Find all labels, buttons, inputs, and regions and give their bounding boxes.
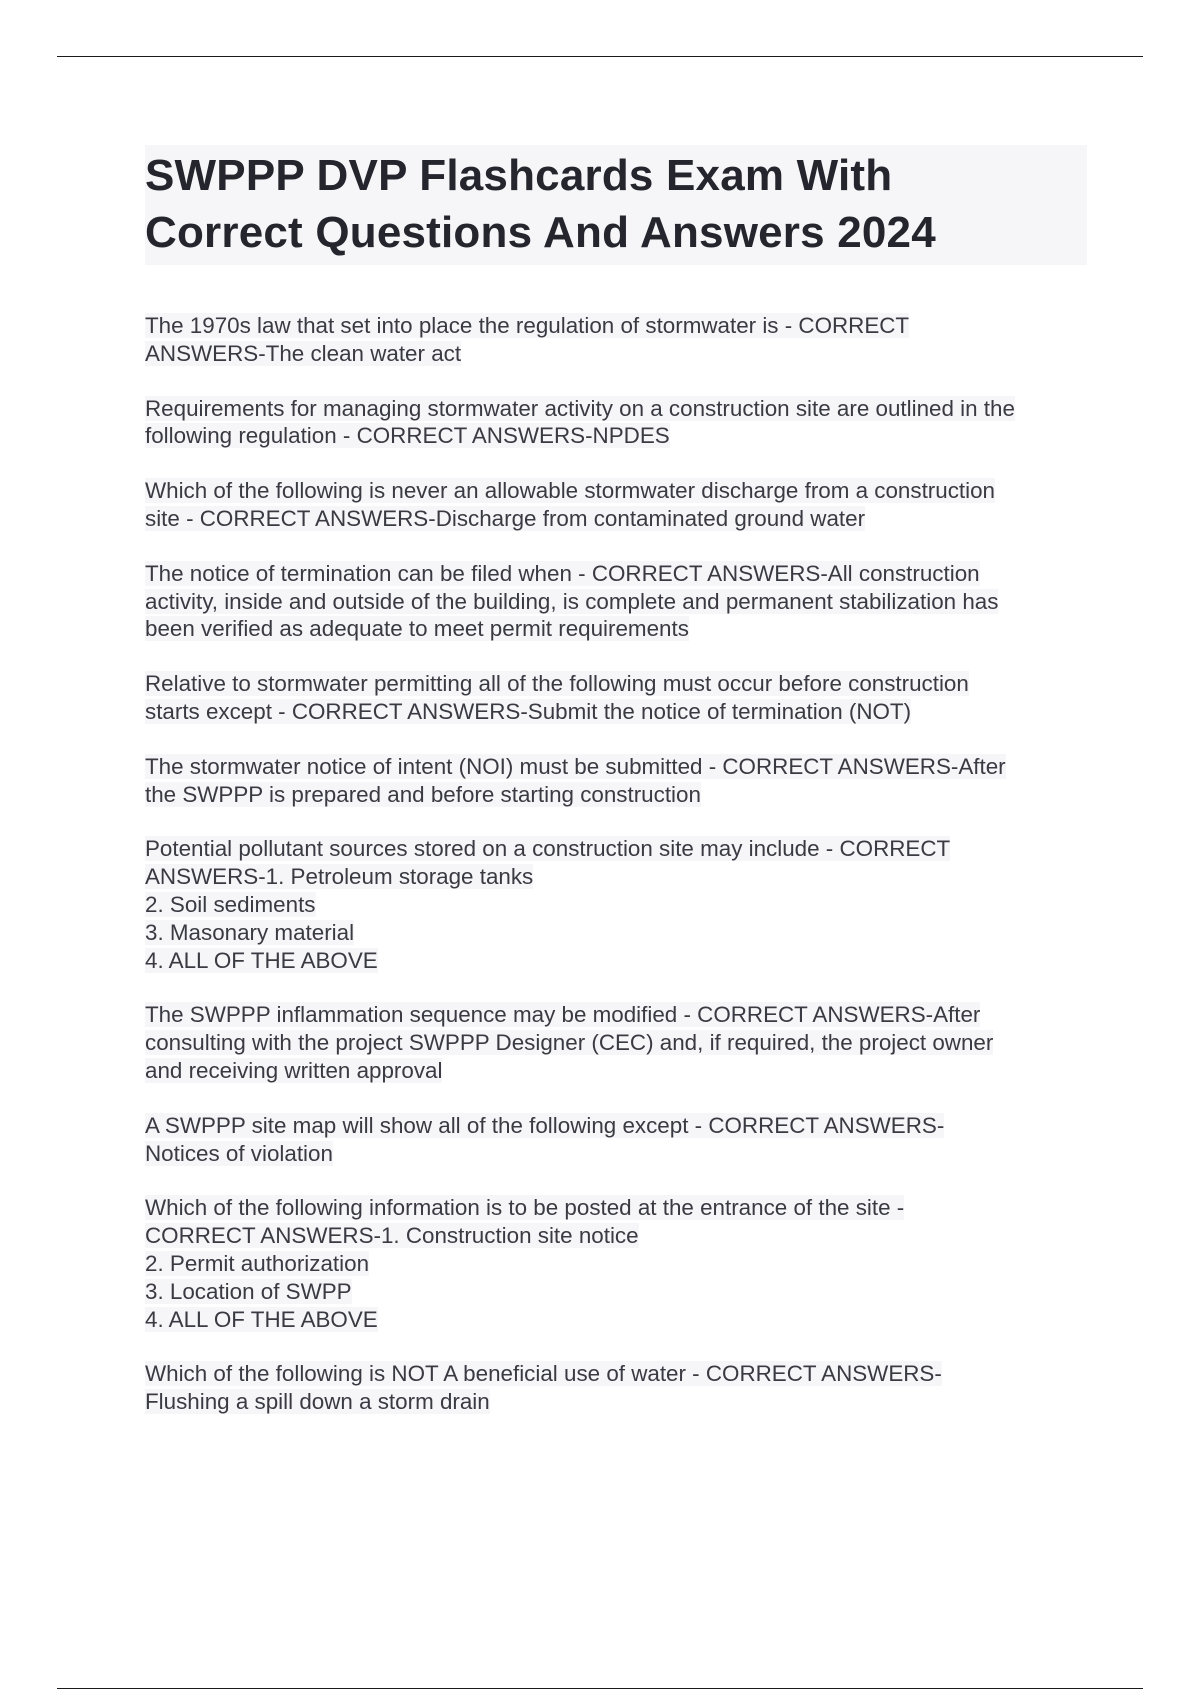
flashcard-line — [145, 1057, 1095, 1085]
flashcard-line-text: 4. ALL OF THE ABOVE — [145, 947, 378, 973]
flashcard-line-text: A SWPPP site map will show all of the following except - CORRECT ANSWERS- — [145, 1112, 945, 1138]
flashcard-line — [145, 1360, 1095, 1388]
flashcard-line — [145, 560, 1095, 588]
flashcard-line-text: been verified as adequate to meet permit requirements — [145, 616, 689, 642]
flashcard-line-text: starts except - CORRECT ANSWERS-Submit the notice of termination (NOT) — [145, 698, 912, 724]
flashcard-item — [145, 753, 1095, 809]
flashcard-line — [145, 1388, 1095, 1416]
flashcard-line-text: ANSWERS-The clean water act — [145, 340, 462, 366]
flashcard-line — [145, 781, 1095, 809]
flashcard-line-text: The SWPPP inflammation sequence may be modified - CORRECT ANSWERS-After — [145, 1002, 981, 1028]
flashcard-line — [145, 1140, 1095, 1168]
flashcard-line — [145, 1250, 1095, 1278]
flashcard-line-text: The stormwater notice of intent (NOI) must be submitted - CORRECT ANSWERS-After — [145, 753, 1006, 779]
flashcard-line — [145, 477, 1095, 505]
flashcard-line — [145, 588, 1095, 616]
flashcard-line — [145, 312, 1095, 340]
flashcard-item — [145, 1112, 1095, 1168]
top-rule — [57, 56, 1143, 57]
flashcard-item — [145, 670, 1095, 726]
flashcard-item — [145, 1360, 1095, 1416]
flashcard-line — [145, 835, 1095, 863]
flashcard-line — [145, 863, 1095, 891]
flashcard-line — [145, 1029, 1095, 1057]
flashcard-line — [145, 891, 1095, 919]
flashcard-item — [145, 560, 1095, 643]
flashcard-item — [145, 835, 1095, 974]
flashcard-line-text: Which of the following is NOT A beneficial use of water - CORRECT ANSWERS- — [145, 1361, 942, 1387]
flashcard-line — [145, 1222, 1095, 1250]
flashcard-line-text: activity, inside and outside of the building, is complete and permanent stabilization has — [145, 588, 999, 614]
flashcard-line — [145, 919, 1095, 947]
flashcard-line-text: Which of the following information is to be posted at the entrance of the site - — [145, 1195, 905, 1221]
flashcard-line-text: 3. Masonary material — [145, 919, 355, 945]
flashcard-line-text: 3. Location of SWPP — [145, 1278, 352, 1304]
title-line-2: Correct Questions And Answers 2024 — [145, 208, 936, 257]
flashcard-line-text: following regulation - CORRECT ANSWERS-NPDES — [145, 423, 670, 449]
flashcard-line-text: ANSWERS-1. Petroleum storage tanks — [145, 864, 534, 890]
flashcard-line-text: 2. Permit authorization — [145, 1250, 370, 1276]
flashcard-item — [145, 477, 1095, 533]
flashcard-line — [145, 1112, 1095, 1140]
flashcard-line — [145, 422, 1095, 450]
flashcard-line-text: Flushing a spill down a storm drain — [145, 1389, 490, 1415]
flashcard-line — [145, 615, 1095, 643]
flashcard-item — [145, 1001, 1095, 1084]
flashcard-line-text: Which of the following is never an allowable stormwater discharge from a construction — [145, 478, 995, 504]
flashcard-line — [145, 395, 1095, 423]
title-line-1: SWPPP DVP Flashcards Exam With — [145, 151, 893, 200]
flashcard-line-text: Requirements for managing stormwater activity on a construction site are outlined in the — [145, 395, 1015, 421]
flashcard-line — [145, 505, 1095, 533]
document-title — [145, 145, 1087, 265]
flashcard-line — [145, 698, 1095, 726]
flashcard-item — [145, 1194, 1095, 1333]
flashcard-line-text: 2. Soil sediments — [145, 891, 316, 917]
flashcard-line — [145, 753, 1095, 781]
flashcard-line-text: The 1970s law that set into place the regulation of stormwater is - CORRECT — [145, 313, 910, 338]
flashcard-item — [145, 312, 1095, 368]
flashcard-line-text: consulting with the project SWPPP Designer (CEC) and, if required, the project owner — [145, 1030, 994, 1056]
flashcard-line-text: CORRECT ANSWERS-1. Construction site notice — [145, 1223, 639, 1249]
flashcard-line-text: site - CORRECT ANSWERS-Discharge from contaminated ground water — [145, 505, 866, 531]
flashcard-line-text: and receiving written approval — [145, 1057, 443, 1083]
flashcard-line — [145, 1306, 1095, 1334]
flashcard-line — [145, 670, 1095, 698]
flashcard-line — [145, 340, 1095, 368]
flashcard-line — [145, 1194, 1095, 1222]
bottom-rule — [57, 1688, 1143, 1689]
flashcard-item — [145, 395, 1095, 451]
flashcard-line — [145, 1001, 1095, 1029]
flashcard-line — [145, 1278, 1095, 1306]
flashcard-line-text: Potential pollutant sources stored on a construction site may include - CORRECT — [145, 836, 951, 862]
flashcard-line-text: The notice of termination can be filed when - CORRECT ANSWERS-All construction — [145, 560, 980, 586]
flashcard-line-text: Relative to stormwater permitting all of the following must occur before construction — [145, 671, 969, 697]
flashcard-line-text: 4. ALL OF THE ABOVE — [145, 1306, 378, 1332]
flashcard-line-text: Notices of violation — [145, 1140, 333, 1166]
flashcard-line — [145, 947, 1095, 975]
flashcard-list — [145, 312, 1095, 1443]
flashcard-line-text: the SWPPP is prepared and before starting construction — [145, 781, 701, 807]
